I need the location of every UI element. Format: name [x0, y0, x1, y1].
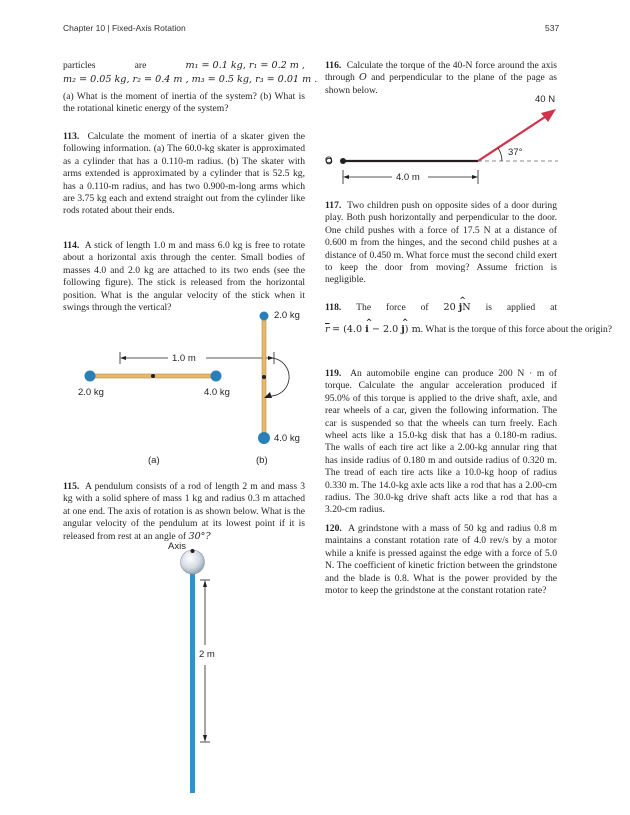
- r-vector-symbol: $\overline{r}$: [325, 324, 330, 336]
- problem-119: [325, 368, 557, 517]
- mass-radius-line2: m₂ = 0.05 kg, r₂ = 0.4 m , m₃ = 0.5 kg, r₃ = 0.01 m .: [63, 74, 318, 86]
- are-word: are: [134, 60, 147, 71]
- word-is: is: [485, 302, 492, 313]
- problem-number: 116.: [325, 60, 342, 71]
- problem-text: A grindstone with a mass of 50 kg and radius 0.8 m maintains a constant rotation rate of 4.0 rev/s by a motor while a knife is pressed against the edge with a force of 5.0 N. The coefficient of kinetic friction between the grindstone and the blade is 0.8. What is the power provided by the motor to keep the grindstone at the constant rotation rate?: [325, 523, 557, 597]
- bottom-mass-label: 4.0 kg: [274, 433, 300, 444]
- arm-length-label: 4.0 m: [396, 172, 420, 183]
- caption-a: (a): [148, 455, 160, 466]
- problem-text: Two children push on opposite sides of a door during play. Both push horizontally and perpendicular to the door. One child pushes with a force of 17.5 N at a distance of 0.600 m from the hinges, and the second child pushes at a distance of 0.450 m. What force must the second child exert to keep the door from moving? Assume friction is negligible.: [325, 200, 557, 286]
- axis-point-label: O: [359, 72, 367, 84]
- chapter-header: Chapter 10 | Fixed-Axis Rotation: [63, 23, 186, 33]
- word-applied: applied: [506, 302, 536, 313]
- angle-arc: [498, 148, 502, 161]
- word-the: The: [356, 302, 372, 313]
- angle-label: 37°: [508, 147, 523, 158]
- force-label: 40 N: [535, 94, 556, 105]
- problem-text: An automobile engine can produce 200 N · m of torque. Calculate the angular acceleration produced if 95.0% of this torque is applied to the drive shaft, axle, and rear wheels of a car, given the following information. The car is suspended so that the wheels can turn freely. Each wheel acts like a 15.0-kg disk that has a 0.180-m radius. The walls of each tire act like a 2.00-kg annular ring that has inside radius of 0.180 m and outside radius of 0.320 m. The tread of each tire acts like a 10.0-kg hoop of radius 0.330 m. The 14.0-kg axle acts like a rod that has a 2.00-cm radius. The 30.0-kg drive shaft acts like a rod that has a 3.20-cm radius.: [325, 368, 557, 516]
- problem-112-question: (a) What is the moment of inertia of the system? (b) What is the rotational kinetic energy of the system?: [63, 90, 305, 115]
- origin-label: O: [325, 155, 333, 166]
- problem-120: [325, 523, 557, 597]
- problem-number: 118.: [325, 302, 342, 313]
- problem-text: Calculate the moment of inertia of a skater given the following information. (a) The 60.0-kg skater is approximated as a cylinder that has a 0.110-m radius. (b) The skater with arms extended is approximated by a cylinder that is 52.5 kg, has a 0.110-m radius, and has two 0.900-m-long arms which are 3.75 kg each and extend straight out from the cylinder like rods rotated about their ends.: [63, 131, 306, 217]
- problem-text-before: Calculate the torque of the 40-N force around the axis through: [325, 60, 557, 84]
- problem-text-after: and perpendicular to the plane of the page as shown below.: [325, 72, 557, 96]
- position-vector: = (4.0 ^ i − 2.0 ^ j) m: [332, 324, 421, 335]
- left-mass-label: 2.0 kg: [78, 387, 104, 398]
- caption-b: (b): [256, 455, 268, 466]
- word-of: of: [420, 302, 429, 313]
- release-angle: 30°?: [188, 530, 211, 542]
- problem-number: 115.: [63, 481, 80, 492]
- problem-number: 113.: [63, 131, 80, 142]
- force-vector: 20 ^ jN: [444, 302, 471, 314]
- top-mass-label: 2.0 kg: [274, 310, 300, 321]
- axis-label: Axis: [168, 541, 186, 552]
- problem-number: 120.: [325, 523, 342, 534]
- word-at: at: [550, 302, 557, 313]
- lead-word: particles: [63, 60, 96, 71]
- problem-text: A stick of length 1.0 m and mass 6.0 kg is free to rotate about a horizontal axis through the center. Small bodies of masses 4.0 and 2.0 kg are attached to its two ends (see the following figure). The stick is released from the horizontal position. What is the angular velocity of the stick when it swings through the vertical?: [63, 240, 305, 314]
- page-number: 537: [545, 23, 560, 33]
- problem-number: 114.: [63, 240, 80, 251]
- problem-number: 119.: [325, 368, 342, 379]
- stick-length-label: 1.0 m: [172, 353, 196, 364]
- rod-length-label: 2 m: [199, 649, 215, 660]
- problem-text-after: . What is the torque of this force about the origin?: [420, 324, 613, 336]
- problem-118: [325, 302, 613, 337]
- mass-radius-line1: m₁ = 0.1 kg, r₁ = 0.2 m ,: [185, 60, 305, 71]
- position-vector-line: [325, 324, 613, 336]
- problem-117: [325, 200, 557, 287]
- problem-number: 117.: [325, 200, 342, 211]
- word-force: force: [386, 302, 406, 313]
- right-mass-label: 4.0 kg: [204, 387, 230, 398]
- force-arrowhead: [541, 109, 556, 122]
- problem-text: A pendulum consists of a rod of length 2 m and mass 3 kg with a solid sphere of mass 1 kg and radius 0.3 m attached at one end. The axis of rotation is as shown below. What is the angular velocity of the pendulum at its lowest point if it is released from rest at an angle of: [63, 481, 305, 542]
